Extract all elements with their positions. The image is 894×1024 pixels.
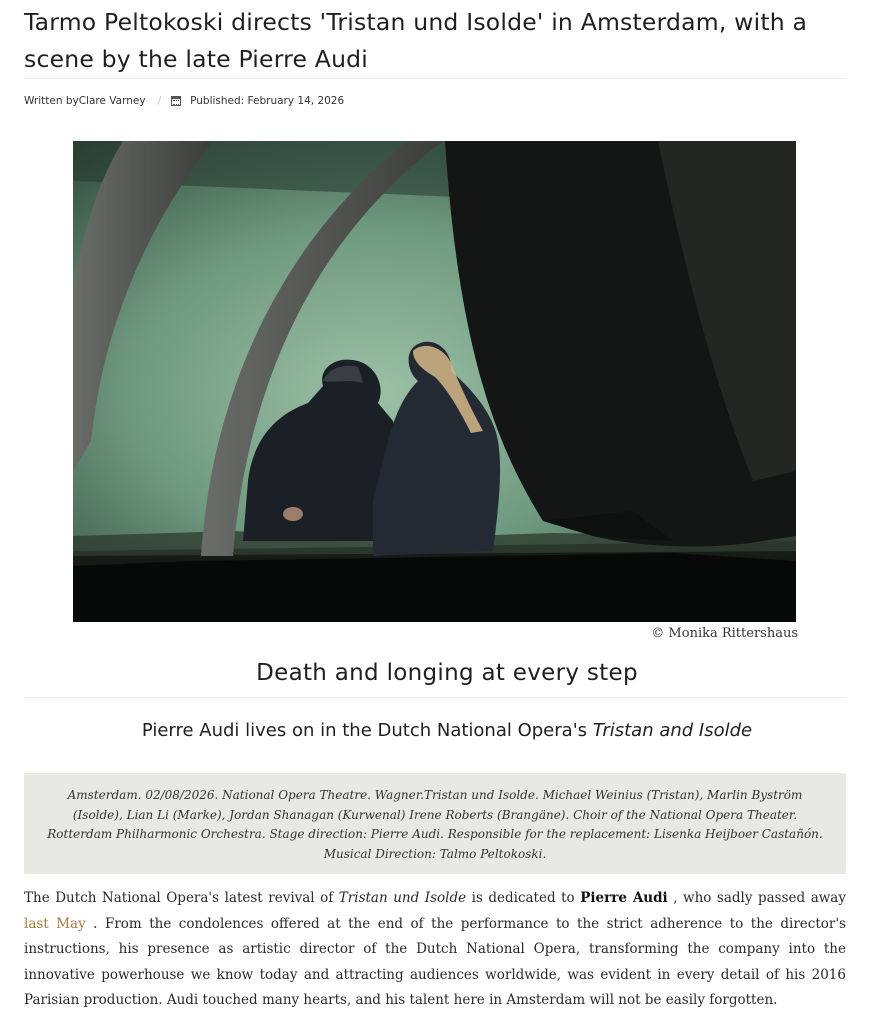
- subheading-text: Pierre Audi lives on in the Dutch National Opera's: [141, 720, 593, 741]
- published-label: Published:: [190, 95, 245, 107]
- article-hero-image: [73, 141, 796, 622]
- paragraph-italic-title: Tristan und Isolde: [338, 890, 467, 906]
- article-title: Tarmo Peltokoski directs 'Tristan und Isolde' in Amsterdam, with a scene by the late Pierre Audi: [24, 8, 808, 73]
- article-subheading: [0, 720, 894, 741]
- subheading-italic: Tristan and Isolde: [592, 720, 753, 741]
- paragraph-text-3: , who sadly passed away: [667, 890, 846, 906]
- article-meta: [24, 92, 344, 110]
- title-divider: [24, 78, 846, 79]
- photo-credit: © Monika Rittershaus: [651, 626, 798, 641]
- paragraph-bold-name: Pierre Audi: [580, 890, 668, 906]
- published-date: February 14, 2026: [247, 95, 345, 107]
- meta-separator: /: [157, 95, 162, 107]
- article-heading: Death and longing at every step: [256, 660, 638, 686]
- paragraph-text-4: . From the condolences offered at the end of the performance to the strict adherence to the director's instructions, his presence as artistic director of the Dutch National Opera, transforming the company into the innovative powerhouse we know today and attracting audiences worldwide, was evident in every detail of his 2016 Parisian production. Audi touched many hearts, and his talent here in Amsterdam will not be easily forgotten.: [24, 915, 846, 1009]
- author-name[interactable]: Clare Varney: [78, 95, 146, 107]
- paragraph-text-1: The Dutch National Opera's latest revival of: [24, 890, 339, 906]
- calendar-icon: [171, 96, 181, 106]
- heading-divider: [24, 697, 846, 698]
- performance-info-box: Amsterdam. 02/08/2026. National Opera Theatre. Wagner.Tristan und Isolde. Michael Weinius (Tristan), Marlin Byström (Isolde), Lian Li (Marke), Jordan Shanagan (Kurwenal) Irene Roberts (Brangäne). Choir of the National Opera Theater. Rotterdam Philharmonic Orchestra. Stage direction: Pierre Audi. Responsible for the replacement: Lisenka Heijboer Castañón. Musical Direction: Talmo Peltokoski.: [24, 773, 846, 874]
- stage-photo-icon: [73, 141, 796, 622]
- last-may-link[interactable]: last May: [24, 915, 86, 932]
- paragraph-text-2: is dedicated to: [466, 890, 581, 906]
- written-by-label: Written by: [24, 95, 79, 107]
- article-paragraph: [24, 886, 846, 1014]
